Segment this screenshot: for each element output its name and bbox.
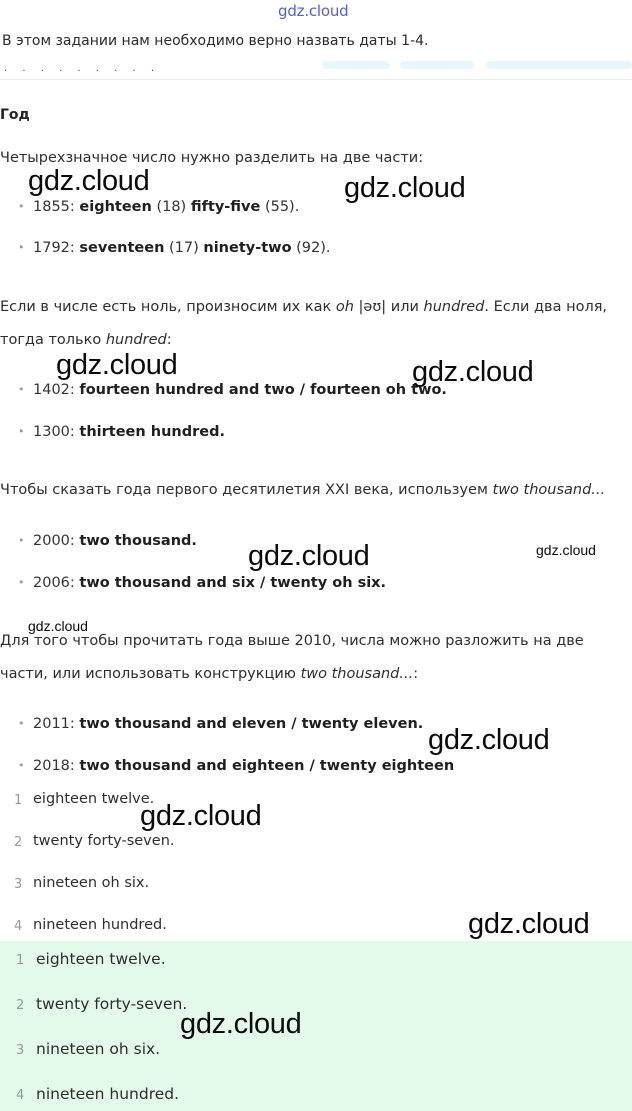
watermark: gdz.cloud <box>468 908 590 940</box>
band-divider <box>0 79 632 80</box>
watermark: gdz.cloud <box>140 800 262 832</box>
answer-text: nineteen hundred. <box>36 1085 180 1103</box>
list-item <box>0 916 400 940</box>
watermark: gdz.cloud <box>28 618 88 634</box>
watermark: gdz.cloud <box>28 165 150 197</box>
list-number: 4 <box>14 919 23 934</box>
band-dots: · · · · · · · · · <box>4 66 161 77</box>
bullet-2006: • 2006: two thousand and six / twenty oh six. <box>33 575 386 591</box>
watermark: gdz.cloud <box>248 540 370 572</box>
bullet-2011: • 2011: two thousand and eleven / twenty eleven. <box>33 716 423 732</box>
list-text: twenty forty-seven. <box>33 833 175 849</box>
answer-number: 4 <box>16 1088 25 1103</box>
bullet-2000: • 2000: two thousand. <box>33 533 197 549</box>
bullet-2018: • 2018: two thousand and eighteen / twenty eighteen <box>33 758 454 774</box>
paragraph-zero-rule-cont: тогда только hundred: <box>0 332 172 348</box>
watermark: gdz.cloud <box>536 542 596 558</box>
list-text: nineteen oh six. <box>33 875 150 891</box>
answer-number: 3 <box>16 1043 25 1058</box>
bullet-1855: • 1855: eighteen (18) fifty-five (55). <box>33 199 299 215</box>
watermark-top: gdz.cloud <box>278 2 349 20</box>
paragraph-split-rule: Четырехзначное число нужно разделить на две части: <box>0 150 424 166</box>
list-item <box>0 874 400 898</box>
answer-text: twenty forty-seven. <box>36 995 188 1013</box>
paragraph-21st-century: Чтобы сказать года первого десятилетия XXI века, используем two thousand... <box>0 482 606 498</box>
watermark: gdz.cloud <box>180 1008 302 1040</box>
intro-text: В этом задании нам необходимо верно назвать даты 1-4. <box>2 33 429 49</box>
watermark: gdz.cloud <box>412 356 534 388</box>
paragraph-zero-rule: Если в числе есть ноль, произносим их как oh |əʊ| или hundred. Если два ноля, <box>0 299 608 315</box>
bullet-1300: • 1300: thirteen hundred. <box>33 424 225 440</box>
answer-text: nineteen oh six. <box>36 1040 161 1058</box>
watermark: gdz.cloud <box>428 724 550 756</box>
list-number: 1 <box>14 793 23 808</box>
list-number: 3 <box>14 877 23 892</box>
watermark: gdz.cloud <box>56 349 178 381</box>
paragraph-after-2010-cont: части, или использовать конструкцию two thousand...: <box>0 666 419 682</box>
bullet-1402: • 1402: fourteen hundred and two / fourteen oh two. <box>33 382 447 398</box>
header-band <box>0 56 632 80</box>
list-number: 2 <box>14 835 23 850</box>
answer-number: 2 <box>16 998 25 1013</box>
band-pill-3 <box>486 61 632 69</box>
answer-text: eighteen twelve. <box>36 950 166 968</box>
paragraph-after-2010: Для того чтобы прочитать года выше 2010, числа можно разложить на две <box>0 633 584 649</box>
answer-block <box>0 941 632 1111</box>
list-item <box>0 832 400 856</box>
watermark: gdz.cloud <box>344 172 466 204</box>
bullet-1792: • 1792: seventeen (17) ninety-two (92). <box>33 240 331 256</box>
answer-number: 1 <box>16 953 25 968</box>
section-title: Год <box>0 107 30 123</box>
band-pill-1 <box>322 61 390 69</box>
list-text: nineteen hundred. <box>33 917 167 933</box>
band-pill-2 <box>400 61 474 69</box>
list-text: eighteen twelve. <box>33 791 155 807</box>
